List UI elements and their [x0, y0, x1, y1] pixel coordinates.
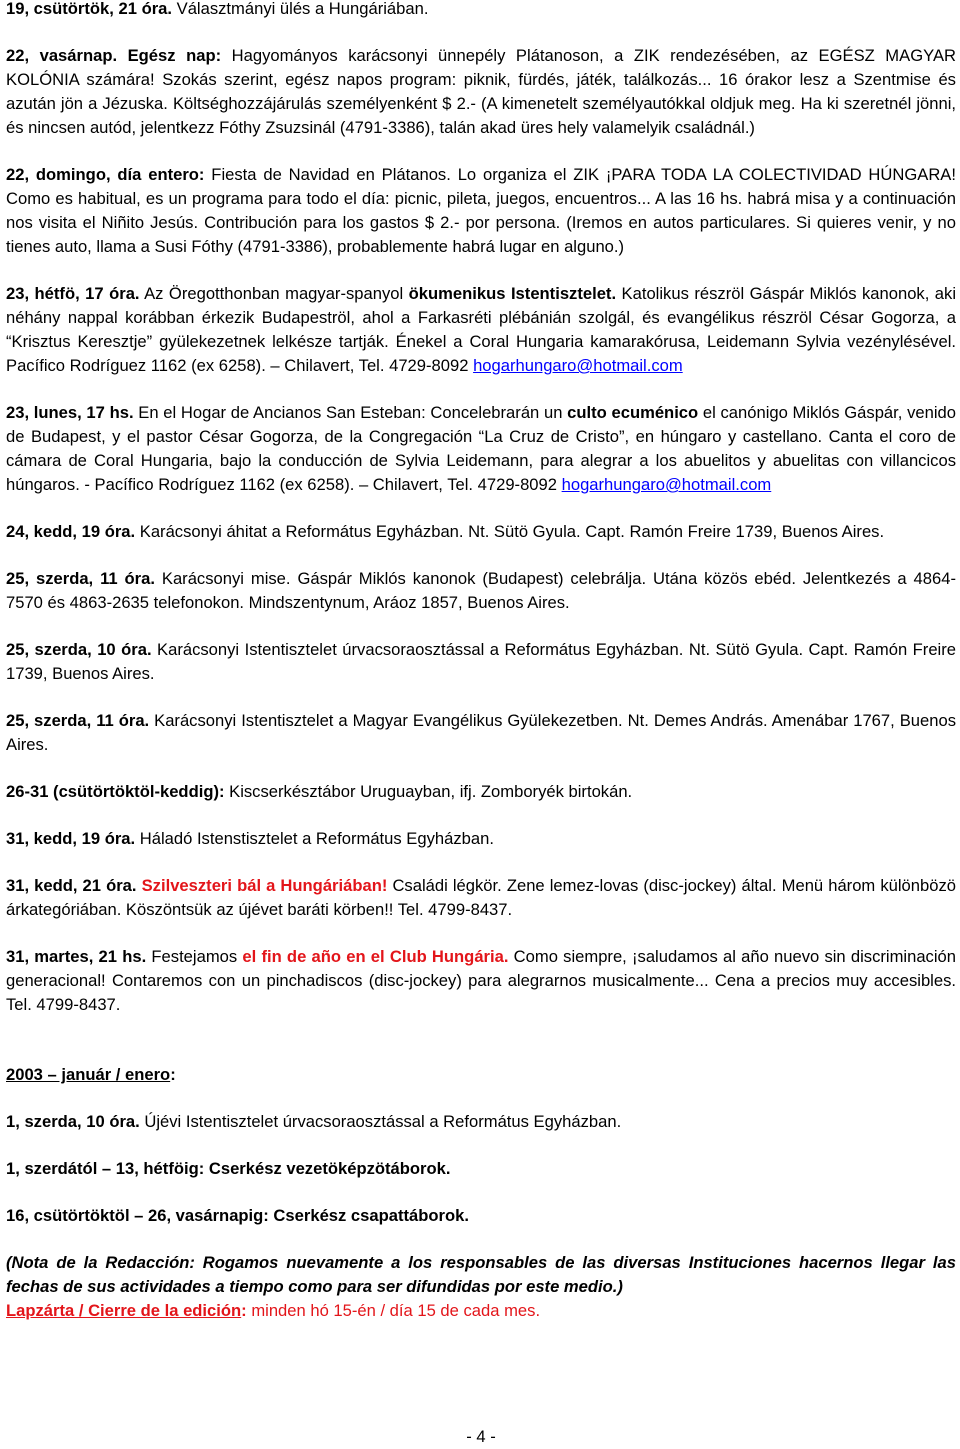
deadline-label: Lapzárta / Cierre de la edición: [6, 1301, 242, 1320]
event-jan-1: [6, 1110, 956, 1134]
event-date: 1, szerdától – 13, hétföig: Cserkész vezetöképzötáborok.: [6, 1159, 451, 1178]
event-text: En el Hogar de Ancianos San Esteban: Concelebrarán un: [133, 403, 568, 422]
event-25-reformatus: [6, 638, 956, 686]
event-date: 25, szerda, 11 óra.: [6, 569, 155, 588]
event-highlight: Szilveszteri bál a Hungáriában!: [141, 876, 388, 895]
event-23-es: [6, 401, 956, 497]
event-text: Festejamos: [146, 947, 243, 966]
event-highlight: ökumenikus Istentisztelet.: [408, 284, 617, 303]
event-text: Újévi Istentisztelet úrvacsoraosztással a Református Egyházban.: [139, 1112, 622, 1131]
event-31-fin-de-ano: [6, 945, 956, 1017]
event-text: el canónigo Miklós Gáspár, venido de Budapest, y el pastor César Gogorza, de la Congregación “La Cruz de Cristo”, en húngaro y castellano. Canta el coro de cámara de Coral Hungaria, bajo la conducción de Sylvia Leidemann, para alegrar a los abuelitos y abuelitas con villancicos húngaros. - Pacífico Rodríguez 1162 (ex 6258). – Chilavert, Tel. 4729-8092: [6, 403, 956, 494]
deadline-colon: :: [241, 1301, 247, 1320]
event-text: Karácsonyi Istentisztelet úrvacsoraosztással a Református Egyházban. Nt. Sütö Gyula. Capt. Ramón Freire 1739, Buenos Aires.: [6, 640, 956, 683]
event-text: Költséghozzájárulás személyenként $ 2.- (A kimenetelt személyautókkal oldjuk meg.: [172, 94, 801, 113]
event-text: Választmányi ülés a Hungáriában.: [172, 0, 429, 18]
event-date: 25, szerda, 10 óra.: [6, 640, 152, 659]
event-19: [6, 0, 956, 21]
event-jan-16-26: [6, 1204, 956, 1228]
editorial-note: (Nota de la Redacción: Rogamos nuevamente a los responsables de las diversas Instituciones hacernos llegar las fechas de sus actividades a tiempo como para ser difundidas por este medio.): [6, 1253, 956, 1296]
event-text: Como siempre, ¡saludamos al año nuevo sin discriminación generacional! Contaremos con un pinchadiscos (disc-jockey) para alegrarnos musicalmente... Cena a precios muy accesibles. Tel. 4799-8437.: [6, 947, 956, 1014]
event-text: Családi légkör. Zene lemez-lovas (disc-jockey) által. Menü három különbözö árkategóriában. Köszöntsük az újévet baráti körben!! Tel. 4799-8437.: [6, 876, 956, 919]
deadline-text: minden hó 15-én / día 15 de cada mes.: [246, 1301, 541, 1320]
event-date: 31, kedd, 21 óra.: [6, 876, 137, 895]
email-link[interactable]: hogarhungaro@hotmail.com: [473, 356, 683, 375]
event-22-hu: [6, 44, 956, 140]
deadline: [6, 1299, 956, 1323]
event-highlight: culto ecuménico: [567, 403, 699, 422]
event-date: 31, martes, 21 hs.: [6, 947, 147, 966]
event-text: Fiesta de Navidad en Plátanos.: [204, 165, 458, 184]
event-text: Kiscserkésztábor Uruguayban, ifj. Zomboryék birtokán.: [224, 782, 633, 801]
event-date: 26-31 (csütörtöktöl-keddig):: [6, 782, 225, 801]
event-22-es: [6, 163, 956, 259]
event-date: 31, kedd, 19 óra.: [6, 829, 136, 848]
event-date: 23, lunes, 17 hs.: [6, 403, 134, 422]
event-jan-1-13: [6, 1157, 956, 1181]
event-text: Az Öregotthonban magyar-spanyol: [139, 284, 409, 303]
page-number: - 4 -: [466, 1427, 496, 1446]
event-text: Katolikus részröl Gáspár Miklós kanonok, aki néhány nappal korábban érkezik Budapeströl, ahol a Farkasréti plébánián szolgál, és evangélikus részröl César Gogorza, a “Krisztus Keresztje” gyülekezetnek lelkésze tartják. Énekel a Coral Hungaria kamarakórusa, Leidemann Sylvia vezénylésével. Pacífico Rodríguez 1162 (ex 6258). – Chilavert, Tel. 4729-8092: [6, 284, 957, 375]
event-text: Como es habitual, es un programa para todo el día: picnic, pileta, juegos, encuentros... A las 16 hs. habrá misa y a continuación nos visita el Niñito Jesús.: [6, 189, 956, 232]
event-date: 22, domingo, día entero:: [6, 165, 205, 184]
event-31-hala: [6, 827, 956, 851]
year-heading: [6, 1063, 956, 1087]
event-text: Hagyományos karácsonyi ünnepély Plátanoson, a ZIK rendezésében, az EGÉSZ MAGYAR KOLÓNIA számára!: [6, 46, 956, 89]
event-25-mise: [6, 567, 956, 615]
event-highlight: el fin de año en el Club Hungária.: [242, 947, 509, 966]
event-23-hu: [6, 282, 956, 378]
event-date: 23, hétfö, 17 óra.: [6, 284, 140, 303]
event-text: Contribución para los gastos $ 2.- por persona. (Iremos en autos particulares.: [204, 213, 797, 232]
event-24: [6, 520, 956, 544]
event-text: Karácsonyi mise. Gáspár Miklós kanonok (Budapest) celebrálja. Utána közös ebéd. Jelentkezés a 4864-7570 és 4863-2635 telefonokon. Mindszentynum, Aráoz 1857, Buenos Aires.: [6, 569, 956, 612]
event-text: Karácsonyi áhitat a Református Egyházban. Nt. Sütö Gyula. Capt. Ramón Freire 1739, Buenos Aires.: [135, 522, 885, 541]
event-text: Karácsonyi Istentisztelet a Magyar Evangélikus Gyülekezetben. Nt. Demes András. Amenábar 1767, Buenos Aires.: [6, 711, 956, 754]
event-text: Si quieres venir, y no tienes auto, llama a Susi Fóthy (4791-3386), probablemente habrá lugar en alguno.): [6, 213, 956, 256]
email-link[interactable]: hogarhungaro@hotmail.com: [561, 475, 772, 494]
document-page: [6, 0, 957, 1446]
event-date: 22, vasárnap. Egész nap:: [6, 46, 222, 65]
event-26-31: [6, 780, 956, 804]
year-heading-text: 2003 – január / enero: [6, 1065, 171, 1084]
year-heading-colon: :: [170, 1065, 176, 1084]
event-date: 25, szerda, 11 óra.: [6, 711, 150, 730]
event-date: 1, szerda, 10 óra.: [6, 1112, 140, 1131]
event-25-evangelikus: [6, 709, 956, 757]
event-text: Lo organiza el ZIK ¡PARA TODA LA COLECTIVIDAD HÚNGARA!: [457, 165, 956, 184]
event-text: Ha ki szeretnél jönni, és nincsen autód, jelentkezz Fóthy Zsuzsinál (4791-3386), talán akad üres hely valamelyik családnál.): [6, 94, 956, 137]
event-31-szilveszter: [6, 874, 956, 922]
event-date: 19, csütörtök, 21 óra.: [6, 0, 173, 18]
event-date: 16, csütörtöktöl – 26, vasárnapig: Cserkész csapattáborok.: [6, 1206, 469, 1225]
event-text: Szokás szerint, egész napos program: piknik, fürdés, játék, találkozás... 16 órakor lesz a Szentmise és azután jön a Jézuska.: [6, 70, 956, 113]
event-text: Háladó Istenstisztelet a Református Egyházban.: [135, 829, 494, 848]
event-date: 24, kedd, 19 óra.: [6, 522, 136, 541]
